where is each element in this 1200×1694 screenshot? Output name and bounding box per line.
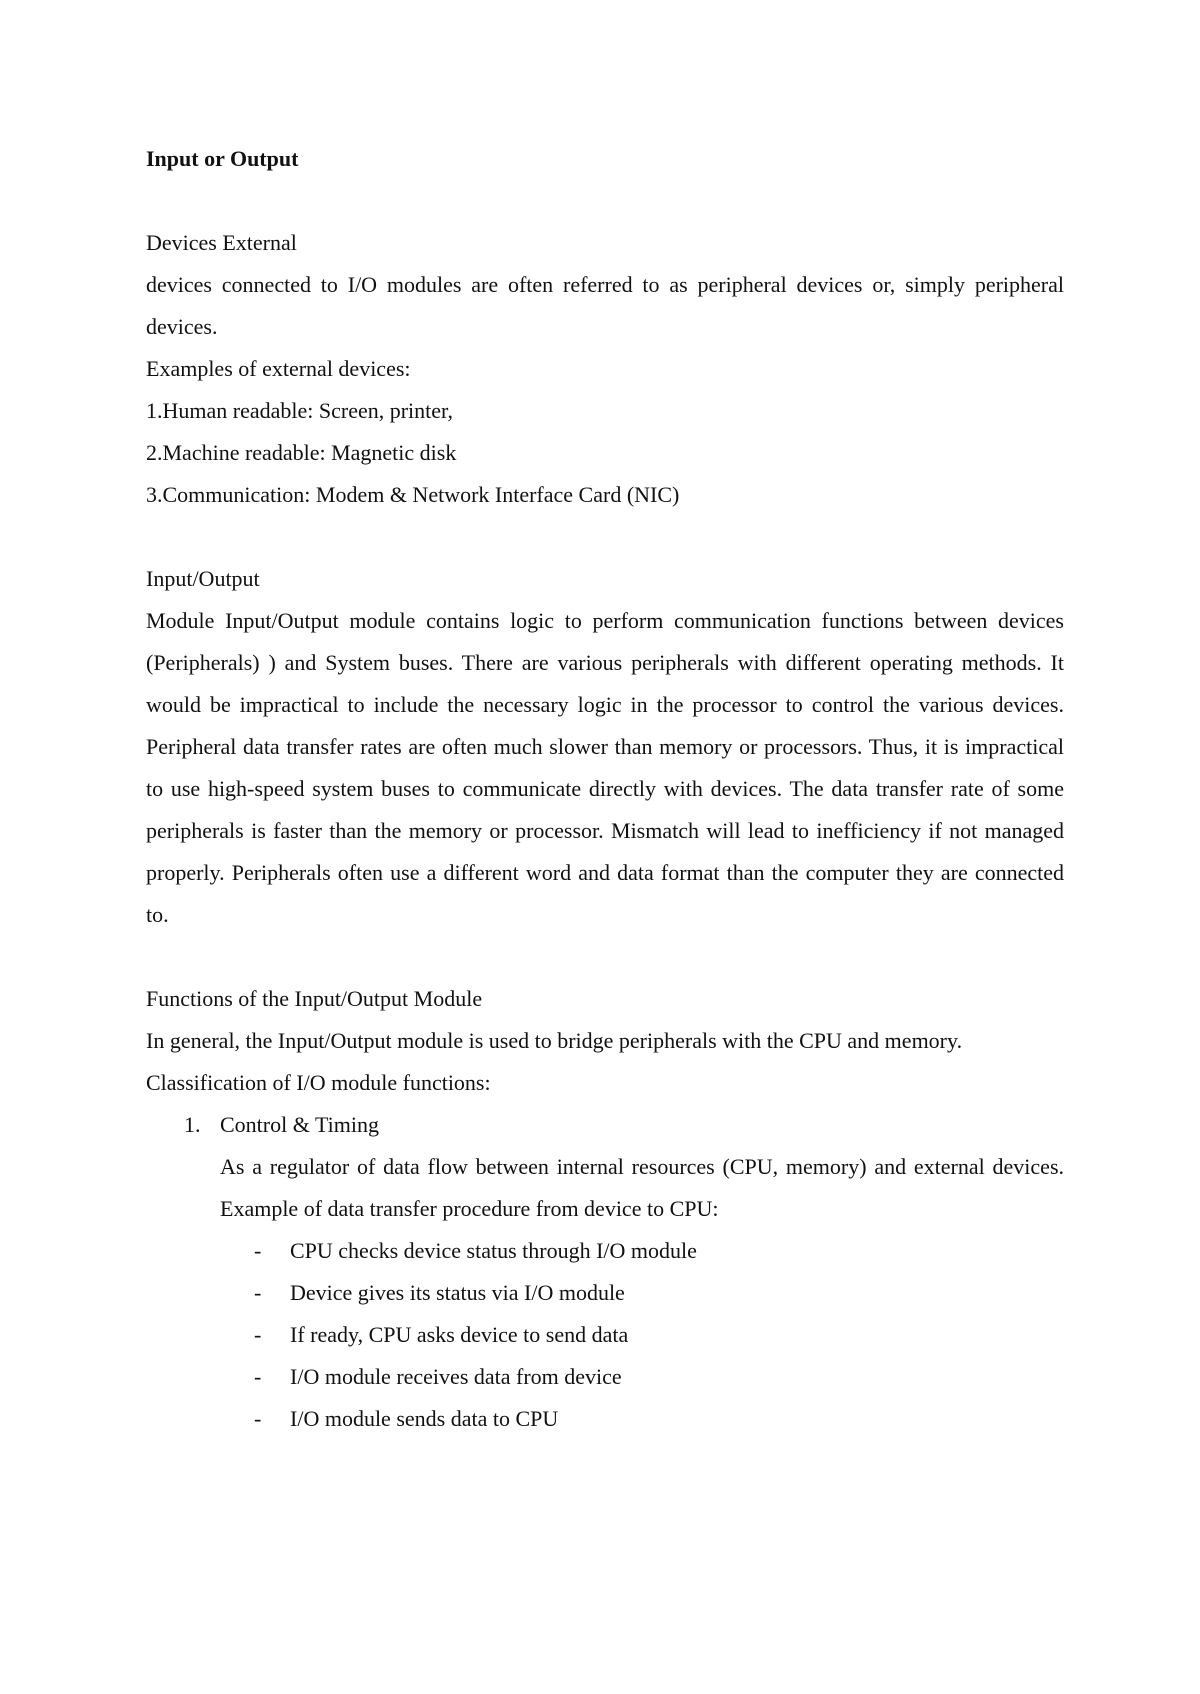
section-heading-input-output: Input/Output — [146, 566, 260, 591]
devices-paragraph: devices connected to I/O modules are often referred to as peripheral devices or, simply peripheral devices. — [146, 272, 1064, 339]
spacer — [146, 180, 1064, 222]
document-title: Input or Output — [146, 146, 299, 171]
section-heading-devices-external: Devices External — [146, 230, 297, 255]
step-text: I/O module receives data from device — [290, 1364, 622, 1389]
step-text: Device gives its status via I/O module — [290, 1280, 625, 1305]
example-item: 1.Human readable: Screen, printer, — [146, 398, 453, 423]
classification-line: Classification of I/O module functions: — [146, 1070, 491, 1095]
list-item-label: Control & Timing — [220, 1112, 379, 1137]
control-timing-description: As a regulator of data flow between internal resources (CPU, memory) and external devices. Example of data transfer procedure from device to CPU: — [220, 1154, 1064, 1221]
dash-bullet: - — [254, 1364, 262, 1389]
examples-intro: Examples of external devices: — [146, 356, 411, 381]
list-item — [146, 1230, 1064, 1272]
list-item — [146, 1356, 1064, 1398]
dash-bullet: - — [254, 1406, 262, 1431]
section-heading-functions: Functions of the Input/Output Module — [146, 986, 483, 1011]
list-item — [146, 1272, 1064, 1314]
dash-bullet: - — [254, 1238, 262, 1263]
spacer — [146, 936, 1064, 978]
list-number: 1. — [184, 1112, 201, 1137]
spacer — [146, 516, 1064, 558]
step-text: I/O module sends data to CPU — [290, 1406, 559, 1431]
example-item: 2.Machine readable: Magnetic disk — [146, 440, 457, 465]
list-item — [146, 1398, 1064, 1440]
step-text: If ready, CPU asks device to send data — [290, 1322, 629, 1347]
numbered-item-control-timing — [146, 1104, 1064, 1146]
document-page — [146, 138, 1064, 1440]
dash-bullet: - — [254, 1280, 262, 1305]
example-item: 3.Communication: Modem & Network Interface Card (NIC) — [146, 482, 680, 507]
functions-intro: In general, the Input/Output module is used to bridge peripherals with the CPU and memory. — [146, 1028, 963, 1053]
list-item — [146, 1314, 1064, 1356]
dash-bullet: - — [254, 1322, 262, 1347]
io-module-paragraph: Module Input/Output module contains logic to perform communication functions between devices (Peripherals) ) and System buses. There are various peripherals with different operating methods. It would be impractical to include the necessary logic in the processor to control the various devices. Peripheral data transfer rates are often much slower than memory or processors. Thus, it is impractical to use high-speed system buses to communicate directly with devices. The data transfer rate of some peripherals is faster than the memory or processor. Mismatch will lead to inefficiency if not managed properly. Peripherals often use a different word and data format than the computer they are connected to. — [146, 608, 1064, 927]
step-text: CPU checks device status through I/O module — [290, 1238, 697, 1263]
